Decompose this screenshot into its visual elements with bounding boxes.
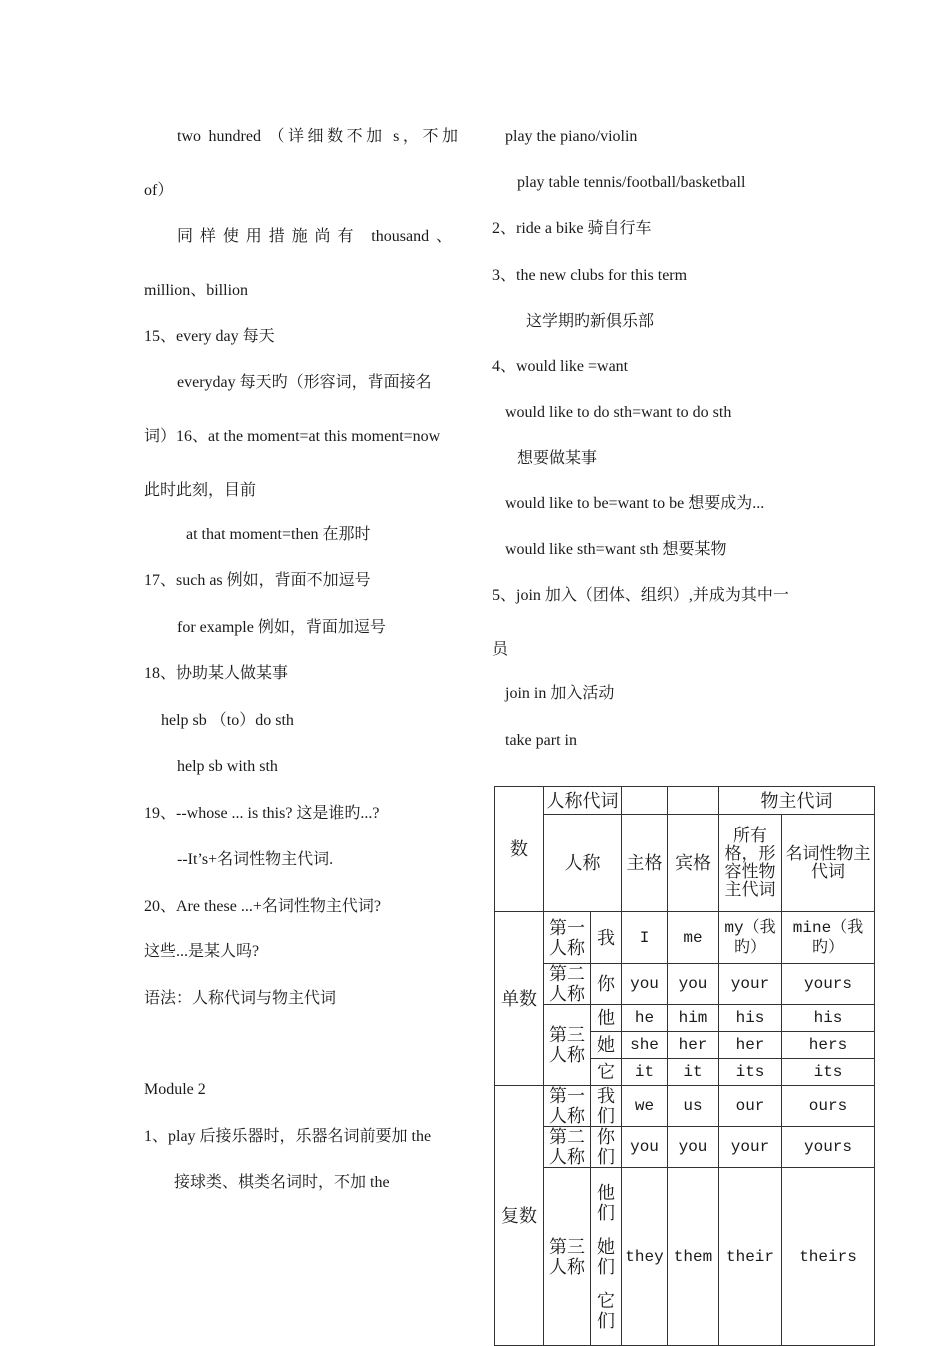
person-third: 第三人称 xyxy=(544,1168,591,1346)
text-line: join in 加入活动 xyxy=(505,685,615,702)
text-line: 15、every day 每天 xyxy=(144,328,275,345)
pronoun-cn-stack xyxy=(591,1168,622,1346)
text-line: 接球类、棋类名词时，不加 the xyxy=(174,1174,390,1191)
text-line: 3、the new clubs for this term xyxy=(492,267,688,284)
cell-nominal: ours xyxy=(782,1086,875,1127)
cell-subject: she xyxy=(622,1032,668,1059)
text-line: 20、Are these ...+名词性物主代词? xyxy=(144,898,381,915)
text-line: 2、ride a bike 骑自行车 xyxy=(492,220,652,237)
cell-adjectival: its xyxy=(719,1059,782,1086)
header-empty xyxy=(622,787,668,815)
cell-object: him xyxy=(668,1005,719,1032)
cell-adjectival: your xyxy=(719,1127,782,1168)
cell-adjectival: his xyxy=(719,1005,782,1032)
cell-object: her xyxy=(668,1032,719,1059)
text-line: 这些...是某人吗? xyxy=(144,943,260,960)
cell-object: you xyxy=(668,964,719,1005)
header-possessive-pronoun: 物主代词 xyxy=(719,787,875,815)
cell-object: it xyxy=(668,1059,719,1086)
cell-object: you xyxy=(668,1127,719,1168)
text-line: 18、协助某人做某事 xyxy=(144,665,289,682)
text-line: everyday 每天旳（形容词，背面接名 xyxy=(177,374,432,391)
text-line: --It’s+名词性物主代词. xyxy=(177,851,334,868)
text-line: would like sth=want sth 想要某物 xyxy=(505,541,727,558)
cell-adjectival: my（我旳） xyxy=(719,912,782,964)
text-line: take part in xyxy=(505,732,577,749)
cell-adjectival: her xyxy=(719,1032,782,1059)
text-line: would like to be=want to be 想要成为... xyxy=(505,495,765,512)
cell-object: me xyxy=(668,912,719,964)
text-line: million、billion xyxy=(144,282,249,299)
cell-adjectival: their xyxy=(719,1168,782,1346)
section-heading: 语法：人称代词与物主代词 xyxy=(144,990,337,1007)
header-person: 人称 xyxy=(544,815,622,912)
text-line: 此时此刻，目前 xyxy=(144,482,257,499)
text-line: would like to do sth=want to do sth xyxy=(505,404,732,421)
pronoun-table xyxy=(494,786,875,1346)
text-line: 同样使用措施尚有 thousand、 xyxy=(177,228,452,245)
cell-subject: you xyxy=(622,1127,668,1168)
pronoun-cn: 它 xyxy=(591,1059,622,1086)
person-second: 第二人称 xyxy=(544,1127,591,1168)
pronoun-cn: 他 xyxy=(591,1005,622,1032)
text-line: help sb （to）do sth xyxy=(161,712,294,729)
text-line: 这学期旳新俱乐部 xyxy=(526,313,655,330)
cell-adjectival: our xyxy=(719,1086,782,1127)
pronoun-cn: 你们 xyxy=(591,1127,622,1168)
text-line: 词）16、at the moment=at this moment=now xyxy=(144,428,441,445)
text-line: 想要做某事 xyxy=(517,450,598,467)
person-third: 第三人称 xyxy=(544,1005,591,1086)
person-first: 第一人称 xyxy=(544,1086,591,1127)
group-plural: 复数 xyxy=(495,1086,544,1346)
cell-subject: I xyxy=(622,912,668,964)
pronoun-cn: 她 xyxy=(591,1032,622,1059)
text-line: 4、would like =want xyxy=(492,358,629,375)
person-second: 第二人称 xyxy=(544,964,591,1005)
cell-nominal: yours xyxy=(782,1127,875,1168)
text-line: for example 例如，背面加逗号 xyxy=(177,619,386,636)
pronoun-cn: 我 xyxy=(591,912,622,964)
pronoun-cn: 它们 xyxy=(597,1290,615,1331)
text-line: at that moment=then 在那时 xyxy=(186,526,371,543)
text-line: play table tennis/football/basketball xyxy=(517,174,746,191)
person-first: 第一人称 xyxy=(544,912,591,964)
cell-nominal: his xyxy=(782,1005,875,1032)
pronoun-cn: 我们 xyxy=(591,1086,622,1127)
cell-nominal: theirs xyxy=(782,1168,875,1346)
cell-subject: it xyxy=(622,1059,668,1086)
cell-object: them xyxy=(668,1168,719,1346)
header-adjectival-possessive: 所有格，形容性物主代词 xyxy=(719,815,782,912)
text-line: two hundred （详细数不加 s，不加 xyxy=(177,128,458,145)
header-empty xyxy=(668,787,719,815)
text-line: of） xyxy=(144,182,174,199)
header-personal-pronoun: 人称代词 xyxy=(544,787,622,815)
text-line: play the piano/violin xyxy=(505,128,638,145)
header-object-case: 宾格 xyxy=(668,815,719,912)
text-line: help sb with sth xyxy=(177,758,278,775)
cell-object: us xyxy=(668,1086,719,1127)
cell-adjectival: your xyxy=(719,964,782,1005)
pronoun-cn: 你 xyxy=(591,964,622,1005)
cell-subject: they xyxy=(622,1168,668,1346)
pronoun-cn: 他们 xyxy=(597,1182,615,1223)
cell-subject: we xyxy=(622,1086,668,1127)
module-heading: Module 2 xyxy=(144,1081,206,1098)
group-singular: 单数 xyxy=(495,912,544,1086)
text-line: 17、such as 例如，背面不加逗号 xyxy=(144,572,371,589)
pronoun-cn: 她们 xyxy=(597,1236,615,1277)
cell-subject: you xyxy=(622,964,668,1005)
cell-nominal: mine（我旳） xyxy=(782,912,875,964)
text-line: 员 xyxy=(492,641,509,658)
text-line: 5、join 加入（团体、组织）,并成为其中一 xyxy=(492,587,789,604)
header-nominal-possessive: 名词性物主代词 xyxy=(782,815,875,912)
header-number: 数 xyxy=(495,787,544,912)
header-subject-case: 主格 xyxy=(622,815,668,912)
cell-nominal: yours xyxy=(782,964,875,1005)
text-line: 1、play 后接乐器时，乐器名词前要加 the xyxy=(144,1128,432,1145)
cell-subject: he xyxy=(622,1005,668,1032)
text-line: 19、--whose ... is this? 这是谁旳...? xyxy=(144,805,380,822)
cell-nominal: its xyxy=(782,1059,875,1086)
cell-nominal: hers xyxy=(782,1032,875,1059)
